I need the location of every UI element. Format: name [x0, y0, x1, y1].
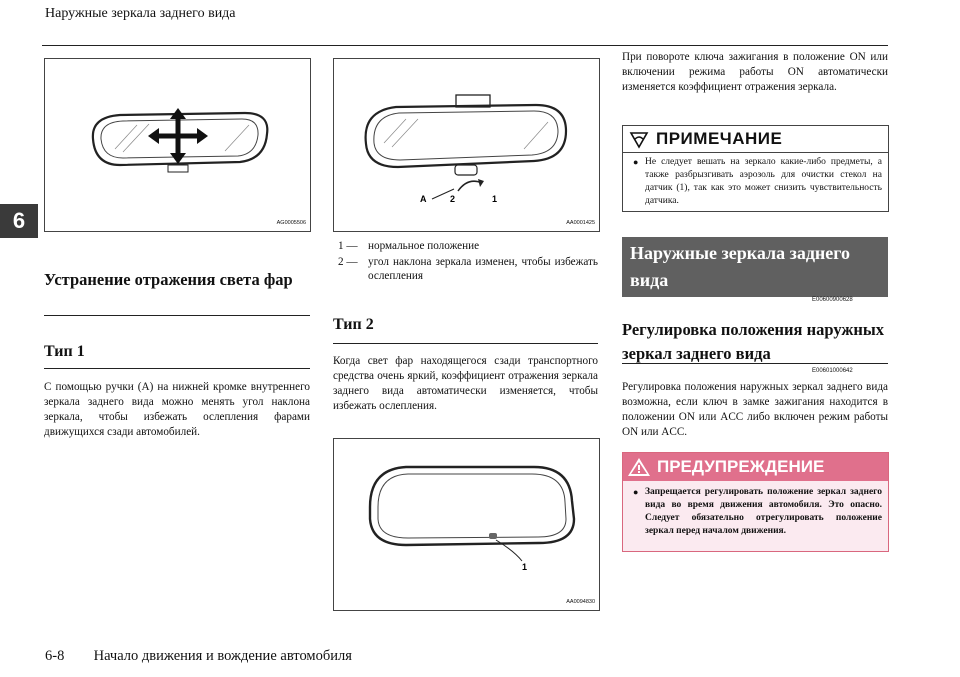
figure-mirror-type1	[44, 58, 311, 232]
page-number: 6-8	[45, 648, 65, 664]
subheading-type2: Тип 2	[333, 316, 374, 333]
running-header: Наружные зеркала заднего вида	[45, 6, 236, 21]
paragraph-type1: С помощью ручки (A) на нижней кромке внутреннего зеркала заднего вида можно менять угол наклона зеркала, чтобы избежать ослепления фарами движущихся сзади автомобилей.	[44, 381, 310, 438]
section-code: E00600900628	[812, 297, 853, 303]
note-icon	[628, 128, 650, 150]
callout-a: A	[420, 194, 427, 204]
figure-legend	[338, 239, 598, 283]
legend-text: нормальное положение	[368, 240, 480, 252]
footer-section: Начало движения и вождение автомобиля	[93, 648, 352, 664]
subsection-title: Регулировка положения наружных зеркал заднего вида	[622, 320, 884, 363]
note-item	[623, 153, 888, 208]
subsection-heading	[622, 318, 888, 366]
mirror-type1-illustration	[45, 59, 310, 231]
figure-code: AG0005506	[276, 220, 306, 226]
header-rule	[42, 45, 888, 46]
section-heading-glare	[44, 268, 310, 292]
note-header	[623, 126, 888, 153]
warning-text: Запрещается регулировать положение зеркал заднего вида во время движения автомобиля. Это опасно. Следует обязательно отрегулировать положение зеркал перед началом движения.	[645, 487, 882, 536]
legend-text: угол наклона зеркала изменен, чтобы избежать ослепления	[368, 256, 598, 282]
legend-item	[338, 255, 598, 283]
note-title: ПРИМЕЧАНИЕ	[656, 129, 783, 148]
subheading-rule	[333, 343, 598, 344]
bullet-icon: ●	[633, 157, 639, 167]
chapter-tab: 6	[0, 204, 38, 238]
paragraph-ignition: При повороте ключа зажигания в положение ON или включении режима работы ON автоматически изменяется коэффициент отражения зеркала.	[622, 51, 888, 93]
warning-item	[623, 481, 888, 538]
figure-mirror-positions	[333, 58, 600, 232]
callout-2: 2	[450, 194, 456, 204]
warning-box	[622, 452, 889, 552]
warning-header	[623, 453, 888, 481]
figure-mirror-type2	[333, 438, 600, 611]
heading-rule	[44, 315, 310, 316]
mirror-type2-illustration	[334, 439, 599, 610]
subheading-rule	[44, 368, 310, 369]
warning-title: ПРЕДУПРЕЖДЕНИЕ	[657, 457, 825, 476]
heading-text: Устранение отражения света фар	[44, 270, 293, 289]
subsection-code: E00601000642	[812, 368, 853, 374]
note-box	[622, 125, 889, 212]
legend-number: 1 —	[338, 240, 358, 252]
paragraph-adjustment: Регулировка положения наружных зеркал заднего вида возможна, если ключ в замке зажигания находится в положении ON или ACC либо включен режим работы ON или ACC.	[622, 381, 888, 438]
note-text: Не следует вешать на зеркало какие-либо предметы, а также разбрызгивать аэрозоль для очистки стекол на датчик (1), так как это может снизить чувствительность датчика.	[645, 157, 882, 206]
mirror-positions-illustration	[334, 59, 599, 231]
figure-code: AA0094830	[566, 599, 595, 605]
four-way-arrow-icon	[148, 108, 208, 164]
subsection-rule	[622, 363, 888, 364]
legend-item	[338, 239, 598, 253]
section-title: Наружные зеркала заднего вида	[622, 237, 888, 297]
subheading-type1: Тип 1	[44, 343, 85, 360]
figure-code: AA0001425	[566, 220, 595, 226]
legend-number: 2 —	[338, 256, 358, 268]
page-footer	[45, 648, 352, 665]
bullet-icon: ●	[633, 487, 639, 497]
warning-icon	[627, 456, 651, 478]
callout-sensor: 1	[522, 562, 528, 572]
paragraph-type2: Когда свет фар находящегося сзади транспортного средства очень яркий, коэффициент отражения зеркала заднего вида автоматически изменяется, чтобы избежать ослепления.	[333, 355, 598, 412]
callout-1: 1	[492, 194, 498, 204]
